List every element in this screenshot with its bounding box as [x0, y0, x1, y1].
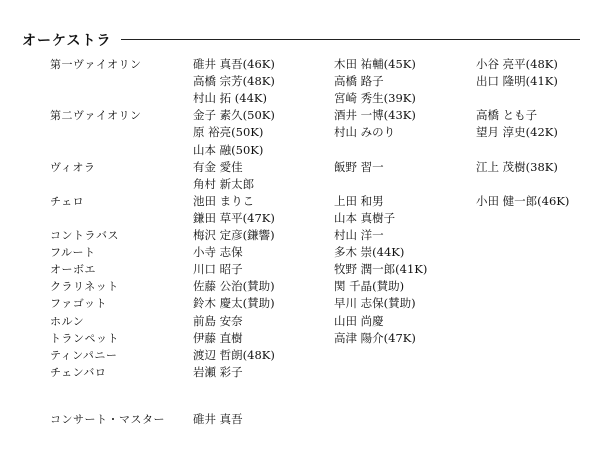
member-name: 村山 洋一 [334, 228, 384, 242]
member-name: 高橋 路子 [334, 74, 384, 89]
member-name: 関 千晶(賛助) [334, 279, 405, 294]
roster-row [0, 176, 600, 193]
section-label: ホルン [50, 314, 85, 328]
member-name: 酒井 一博(43K) [334, 108, 416, 123]
member-name: 小谷 亮平(48K) [476, 57, 558, 71]
section-label: フルート [50, 246, 96, 260]
member-name: 村山 みのり [334, 125, 396, 140]
member-name: 山田 尚慶 [334, 313, 384, 328]
member-name: 出口 隆明(41K) [476, 74, 558, 89]
roster-row [0, 124, 600, 141]
roster-row [0, 142, 600, 159]
roster-row [0, 364, 600, 381]
member-name: 渡辺 哲朗(48K) [193, 347, 275, 362]
member-name: 碓井 真吾(46K) [193, 57, 275, 71]
member-name: 木田 祐輔(45K) [334, 57, 416, 71]
section-label: ファゴット [50, 297, 108, 311]
member-name: 望月 淳史(42K) [476, 125, 558, 140]
concertmaster-label: コンサート・マスター [50, 413, 165, 426]
member-name: 岩瀬 彩子 [193, 364, 243, 379]
member-name: 江上 茂樹(38K) [476, 159, 558, 174]
section-label: ティンパニー [50, 348, 118, 362]
member-name: 高橋 とも子 [476, 108, 538, 123]
member-name: 原 裕亮(50K) [193, 125, 264, 140]
member-name: 村山 拓 (44K) [193, 91, 268, 106]
concertmaster-name: 碓井 真吾 [193, 412, 243, 426]
section-label: 第一ヴァイオリン [50, 58, 142, 71]
section-label: コントラバス [50, 229, 119, 242]
member-name: 鈴木 慶太(賛助) [193, 296, 275, 311]
member-name: 山本 真樹子 [334, 210, 396, 225]
roster-row [0, 56, 600, 73]
member-name: 角村 新太郎 [193, 176, 255, 191]
member-name: 山本 融(50K) [193, 142, 264, 157]
roster-row [0, 244, 600, 261]
member-name: 梅沢 定彦(鎌響) [193, 228, 275, 242]
roster-row [0, 159, 600, 176]
member-name: 川口 昭子 [193, 262, 243, 277]
roster-row [0, 330, 600, 347]
member-name: 鎌田 草平(47K) [193, 210, 275, 225]
member-name: 前島 安奈 [193, 313, 243, 328]
member-name: 池田 まりこ [193, 193, 255, 208]
member-name: 多木 崇(44K) [334, 245, 405, 260]
roster-row [0, 210, 600, 227]
member-name: 高橋 宗芳(48K) [193, 74, 275, 89]
roster-row [0, 73, 600, 90]
section-label: ヴィオラ [50, 160, 96, 174]
roster-row [0, 295, 600, 312]
member-name: 小寺 志保 [193, 245, 243, 260]
member-name: 小田 健一郎(46K) [476, 193, 570, 208]
orchestra-roster [0, 56, 600, 386]
section-label: 第二ヴァイオリン [50, 109, 142, 123]
roster-row [0, 261, 600, 278]
member-name: 伊藤 直樹 [193, 330, 243, 345]
section-label: チェロ [50, 194, 85, 208]
section-label: オーボエ [50, 263, 96, 277]
member-name: 飯野 習一 [334, 159, 384, 174]
heading-rule [121, 39, 580, 40]
member-name: 牧野 潤一郎(41K) [334, 262, 428, 277]
roster-row [0, 107, 600, 124]
member-name: 上田 和男 [334, 193, 384, 208]
section-label: トランペット [50, 331, 119, 345]
roster-row [0, 90, 600, 107]
member-name: 有金 愛佳 [193, 159, 243, 174]
roster-row [0, 278, 600, 295]
member-name: 高津 陽介(47K) [334, 330, 416, 345]
member-name: 宮崎 秀生(39K) [334, 91, 416, 106]
orchestra-heading: オーケストラ [22, 33, 112, 49]
member-name: 早川 志保(賛助) [334, 296, 416, 311]
roster-row [0, 313, 600, 330]
roster-row [0, 193, 600, 210]
member-name: 佐藤 公治(賛助) [193, 279, 275, 294]
section-label: クラリネット [50, 280, 119, 294]
section-label: チェンバロ [50, 365, 107, 379]
roster-row [0, 227, 600, 244]
member-name: 金子 素久(50K) [193, 108, 275, 123]
roster-row [0, 347, 600, 364]
